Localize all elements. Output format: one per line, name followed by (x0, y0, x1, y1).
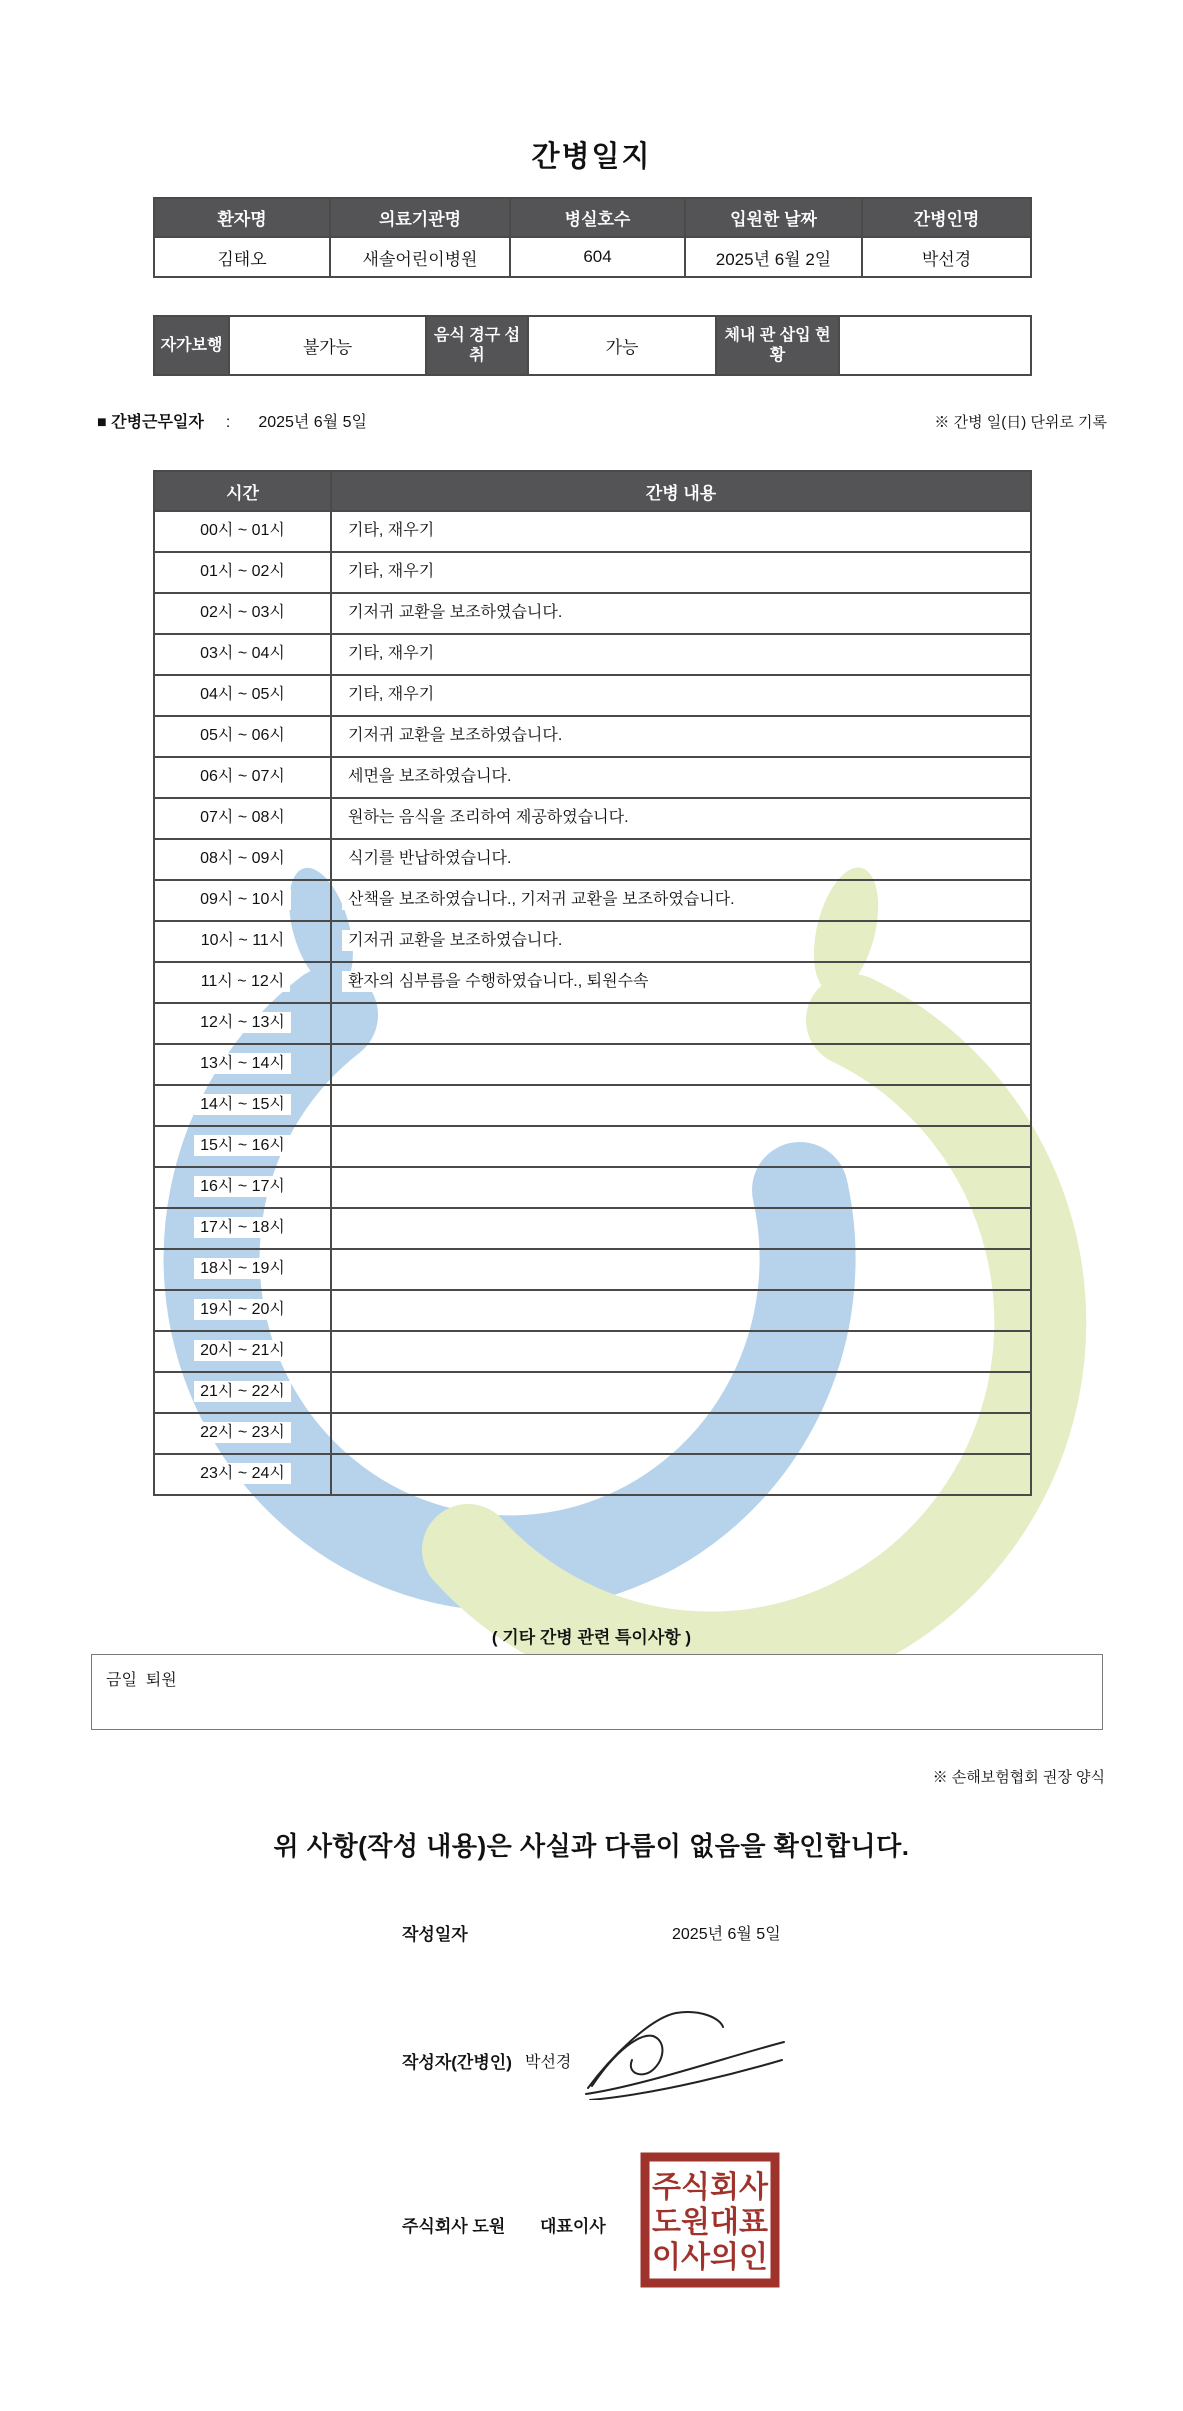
time-slot-label: 00시 ~ 01시 (194, 520, 291, 541)
time-slot-cell (154, 921, 331, 962)
tube-insertion-value-cell (839, 316, 1031, 375)
care-log-row (154, 593, 1031, 634)
time-slot-cell (154, 1044, 331, 1085)
care-content-cell (331, 1413, 1031, 1454)
time-slot-cell (154, 1249, 331, 1290)
time-slot-cell (154, 757, 331, 798)
care-log-row (154, 921, 1031, 962)
care-content-cell (331, 1085, 1031, 1126)
time-slot-cell (154, 1003, 331, 1044)
page-title: 간병일지 (531, 141, 652, 173)
care-log-row (154, 716, 1031, 757)
care-log-row (154, 1249, 1031, 1290)
care-content-cell (331, 962, 1031, 1003)
care-log-row (154, 1085, 1031, 1126)
care-content-text: 기저귀 교환을 보조하였습니다. (342, 930, 568, 951)
time-slot-cell (154, 634, 331, 675)
care-log-row (154, 1044, 1031, 1085)
seal-text-row-2: 도원대표 (652, 2206, 768, 2239)
care-content-cell (331, 839, 1031, 880)
patient-info-table (153, 197, 1032, 278)
time-slot-label: 13시 ~ 14시 (194, 1053, 291, 1074)
time-slot-label: 05시 ~ 06시 (194, 725, 291, 746)
time-slot-cell (154, 1126, 331, 1167)
time-slot-label: 12시 ~ 13시 (194, 1012, 291, 1033)
care-content-cell (331, 1044, 1031, 1085)
time-slot-label: 23시 ~ 24시 (194, 1463, 291, 1484)
care-log-row (154, 962, 1031, 1003)
care-content-text: 산책을 보조하였습니다., 기저귀 교환을 보조하였습니다. (342, 889, 741, 910)
time-slot-label: 14시 ~ 15시 (194, 1094, 291, 1115)
care-content-cell (331, 511, 1031, 552)
care-content-text: 기저귀 교환을 보조하였습니다. (342, 725, 568, 746)
work-date-left (97, 409, 367, 432)
admission-date-cell: 2025년 6월 2일 (685, 237, 862, 277)
time-slot-cell (154, 593, 331, 634)
care-log-row (154, 1331, 1031, 1372)
time-slot-cell (154, 880, 331, 921)
work-date-colon: : (225, 414, 231, 431)
time-slot-cell (154, 1413, 331, 1454)
care-content-cell (331, 1372, 1031, 1413)
time-slot-label: 18시 ~ 19시 (194, 1258, 291, 1279)
time-slot-cell (154, 839, 331, 880)
care-content-cell (331, 757, 1031, 798)
header-care-content: 간병 내용 (331, 471, 1031, 511)
time-slot-label: 07시 ~ 08시 (194, 807, 291, 828)
work-date-label: ■ 간병근무일자 (97, 414, 204, 431)
header-caregiver-name: 간병인명 (862, 198, 1031, 237)
time-slot-label: 03시 ~ 04시 (194, 643, 291, 664)
time-slot-cell (154, 1208, 331, 1249)
care-content-text: 기타, 재우기 (342, 684, 440, 705)
care-log-row (154, 1290, 1031, 1331)
care-content-text: 세면을 보조하였습니다. (342, 766, 517, 787)
care-content-cell (331, 1249, 1031, 1290)
room-number-cell: 604 (510, 237, 685, 277)
header-self-walking: 자가보행 (154, 316, 229, 375)
caregiver-name-cell: 박선경 (862, 237, 1031, 277)
time-slot-label: 17시 ~ 18시 (194, 1217, 291, 1238)
time-slot-label: 02시 ~ 03시 (194, 602, 291, 623)
confirmation-statement: 위 사항(작성 내용)은 사실과 다름이 없음을 확인합니다. (273, 1831, 910, 1861)
time-slot-label: 22시 ~ 23시 (194, 1422, 291, 1443)
time-slot-label: 15시 ~ 16시 (194, 1135, 291, 1156)
written-date-label: 작성일자 (402, 1925, 468, 1944)
care-log-row (154, 1372, 1031, 1413)
care-content-cell (331, 1331, 1031, 1372)
care-log-row (154, 839, 1031, 880)
header-oral-intake: 음식 경구 섭취 (426, 316, 528, 375)
care-log-row (154, 675, 1031, 716)
care-content-cell (331, 1290, 1031, 1331)
care-content-cell (331, 1454, 1031, 1495)
hospital-name-cell: 새솔어린이병원 (330, 237, 510, 277)
company-name: 주식회사 도원 (402, 2217, 506, 2236)
header-patient-name: 환자명 (154, 198, 330, 237)
patient-status-table (153, 315, 1032, 376)
care-log-row (154, 552, 1031, 593)
care-content-cell (331, 1126, 1031, 1167)
company-seal (639, 2151, 781, 2289)
seal-text-row-1: 주식회사 (652, 2171, 768, 2204)
care-content-cell (331, 798, 1031, 839)
care-log-table (153, 470, 1032, 1496)
care-log-row (154, 1126, 1031, 1167)
care-content-cell (331, 634, 1031, 675)
header-tube-insertion: 체내 관 삽입 현황 (716, 316, 839, 375)
care-content-cell (331, 880, 1031, 921)
time-slot-cell (154, 1454, 331, 1495)
handwritten-signature (580, 2000, 790, 2100)
care-content-text: 기저귀 교환을 보조하였습니다. (342, 602, 568, 623)
care-content-text: 환자의 심부름을 수행하였습니다., 퇴원수속 (342, 971, 654, 992)
writer-name: 박선경 (525, 2054, 572, 2071)
special-notes-title: ( 기타 간병 관련 특이사항 ) (491, 1628, 692, 1647)
recommended-form-note: ※ 손해보험협회 권장 양식 (932, 1769, 1105, 1786)
writer-label: 작성자(간병인) (402, 2053, 512, 2072)
care-content-cell (331, 1003, 1031, 1044)
care-content-text: 원하는 음식을 조리하여 제공하였습니다. (342, 807, 635, 828)
header-time: 시간 (154, 471, 331, 511)
care-content-cell (331, 1167, 1031, 1208)
seal-text-row-3: 이사의인 (652, 2241, 768, 2274)
care-log-row (154, 1167, 1031, 1208)
ceo-title: 대표이사 (540, 2217, 606, 2236)
time-slot-label: 11시 ~ 12시 (195, 971, 291, 992)
care-log-row (154, 880, 1031, 921)
patient-info-value-row (154, 237, 1031, 277)
time-slot-cell (154, 675, 331, 716)
care-log-row (154, 1003, 1031, 1044)
time-slot-cell (154, 1167, 331, 1208)
care-content-cell (331, 716, 1031, 757)
care-content-text: 기타, 재우기 (342, 561, 440, 582)
care-content-text: 기타, 재우기 (342, 520, 440, 541)
time-slot-cell (154, 962, 331, 1003)
care-log-row (154, 1413, 1031, 1454)
care-log-row (154, 798, 1031, 839)
care-log-row (154, 757, 1031, 798)
written-date-value: 2025년 6월 5일 (672, 1926, 781, 1943)
header-admission-date: 입원한 날짜 (685, 198, 862, 237)
time-slot-label: 04시 ~ 05시 (194, 684, 291, 705)
time-slot-cell (154, 716, 331, 757)
self-walking-value-cell: 불가능 (229, 316, 426, 375)
time-slot-cell (154, 1331, 331, 1372)
time-slot-cell (154, 1290, 331, 1331)
special-notes-box: 금일 퇴원 (91, 1654, 1103, 1730)
care-content-cell (331, 921, 1031, 962)
time-slot-label: 08시 ~ 09시 (194, 848, 291, 869)
header-hospital-name: 의료기관명 (330, 198, 510, 237)
time-slot-cell (154, 1085, 331, 1126)
care-content-cell (331, 552, 1031, 593)
header-room-number: 병실호수 (510, 198, 685, 237)
time-slot-label: 19시 ~ 20시 (194, 1299, 291, 1320)
time-slot-label: 10시 ~ 11시 (195, 930, 291, 951)
daily-unit-note: ※ 간병 일(日) 단위로 기록 (934, 414, 1107, 431)
care-content-cell (331, 675, 1031, 716)
care-log-header-row (154, 471, 1031, 511)
time-slot-label: 06시 ~ 07시 (194, 766, 291, 787)
time-slot-cell (154, 511, 331, 552)
care-content-text: 식기를 반납하였습니다. (342, 848, 517, 869)
care-log-row (154, 511, 1031, 552)
care-log-row (154, 1208, 1031, 1249)
time-slot-label: 09시 ~ 10시 (194, 889, 291, 910)
patient-status-row (154, 316, 1031, 375)
patient-name-cell: 김태오 (154, 237, 330, 277)
work-date-line (97, 409, 1107, 432)
time-slot-label: 16시 ~ 17시 (194, 1176, 291, 1197)
care-content-text: 기타, 재우기 (342, 643, 440, 664)
time-slot-cell (154, 552, 331, 593)
care-log-row (154, 634, 1031, 675)
care-content-cell (331, 1208, 1031, 1249)
time-slot-cell (154, 798, 331, 839)
time-slot-label: 01시 ~ 02시 (194, 561, 291, 582)
time-slot-cell (154, 1372, 331, 1413)
oral-intake-value-cell: 가능 (528, 316, 716, 375)
care-content-cell (331, 593, 1031, 634)
patient-info-header-row (154, 198, 1031, 237)
time-slot-label: 20시 ~ 21시 (194, 1340, 291, 1361)
work-date-value: 2025년 6월 5일 (258, 414, 367, 431)
time-slot-label: 21시 ~ 22시 (194, 1381, 291, 1402)
care-log-row (154, 1454, 1031, 1495)
